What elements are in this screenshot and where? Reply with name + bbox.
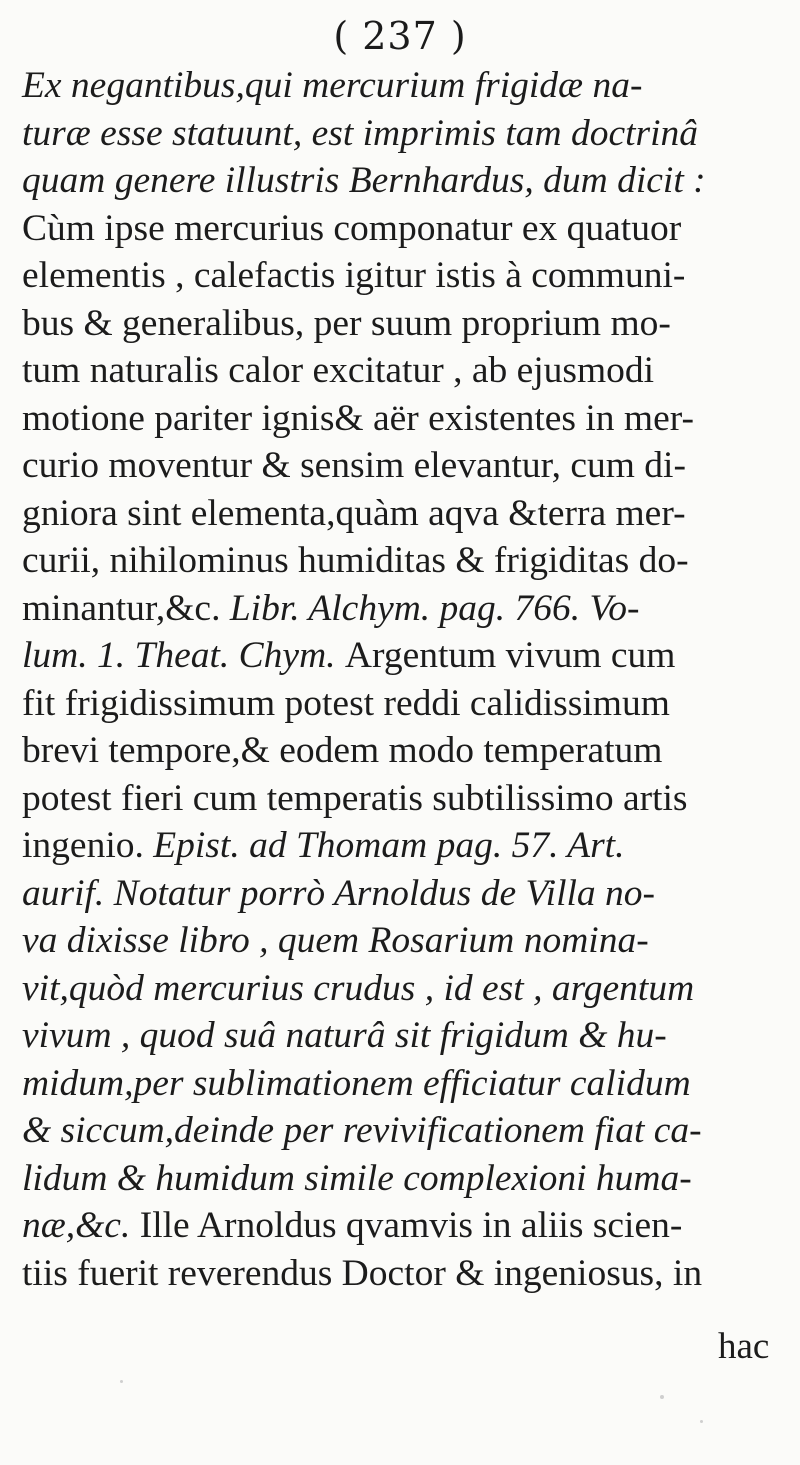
italic-text: aurif. Notatur porrò Arnoldus de Villa no-	[22, 872, 656, 914]
text-line	[22, 775, 792, 823]
text-line	[22, 442, 792, 490]
text-line	[22, 1250, 792, 1298]
italic-text: vivum , quod suâ naturâ sit frigidum & hu-	[22, 1015, 667, 1056]
roman-text: Ille Arnoldus qvamvis in aliis scien-	[139, 1205, 683, 1246]
text-line	[22, 680, 792, 728]
text-line	[22, 870, 792, 918]
text-line	[22, 1012, 792, 1060]
italic-text: Epist. ad Thomam pag. 57. Art.	[153, 825, 625, 866]
italic-text: lum. 1. Theat. Chym.	[22, 635, 345, 676]
italic-text: vit,quòd mercurius crudus , id est , argentum	[22, 967, 695, 1009]
text-line	[22, 1060, 792, 1108]
paper-speck	[120, 1380, 123, 1383]
text-line	[22, 252, 792, 300]
text-line	[22, 585, 792, 633]
roman-text: Cùm ipse mercurius componatur ex quatuor	[22, 207, 682, 249]
text-line	[22, 727, 792, 775]
italic-text: Libr. Alchym. pag. 766. Vo-	[229, 587, 640, 629]
text-line	[22, 1202, 792, 1250]
roman-text: gniora sint elementa,quàm aqva &terra mer-	[22, 492, 686, 534]
roman-text: curio moventur & sensim elevantur, cum di-	[22, 445, 686, 486]
text-line	[22, 205, 792, 253]
roman-text: motione pariter ignis& aër existentes in mer-	[22, 397, 694, 439]
text-line	[22, 490, 792, 538]
text-line	[22, 157, 792, 205]
italic-text: quam genere illustris Bernhardus, dum dicit :	[22, 160, 706, 201]
text-line	[22, 1155, 792, 1203]
text-line	[22, 300, 792, 348]
italic-text: lidum & humidum simile complexioni huma-	[22, 1157, 692, 1199]
paper-speck	[660, 1395, 664, 1399]
italic-text: midum,per sublimationem efficiatur calidum	[22, 1062, 691, 1104]
italic-text: & siccum,deinde per revivificationem fiat ca-	[22, 1110, 702, 1151]
roman-text: curii, nihilominus humiditas & frigiditas do-	[22, 540, 689, 581]
roman-text: tiis fuerit reverendus Doctor & ingeniosus, in	[22, 1252, 703, 1294]
text-line	[22, 537, 792, 585]
paper-speck	[700, 1420, 703, 1423]
roman-text: bus & generalibus, per suum proprium mo-	[22, 302, 671, 344]
roman-text: elementis , calefactis igitur istis à communi-	[22, 255, 686, 296]
roman-text: fit frigidissimum potest reddi calidissimum	[22, 682, 670, 724]
text-line	[22, 347, 792, 395]
italic-text: turæ esse statuunt, est imprimis tam doctrinâ	[22, 112, 699, 154]
text-line	[22, 917, 792, 965]
roman-text: potest fieri cum temperatis subtilissimo artis	[22, 777, 688, 819]
text-line	[22, 965, 792, 1013]
roman-text: brevi tempore,& eodem modo temperatum	[22, 730, 663, 771]
roman-text: ingenio.	[22, 825, 154, 866]
catchword: hac	[718, 1326, 770, 1367]
italic-text: Ex negantibus,qui mercurium frigidæ na-	[22, 65, 643, 106]
text-line	[22, 110, 792, 158]
roman-text: minantur,&c.	[22, 587, 230, 629]
body-text	[22, 62, 792, 1297]
italic-text: va dixisse libro , quem Rosarium nomina-	[22, 920, 649, 961]
text-line	[22, 1107, 792, 1155]
text-line	[22, 395, 792, 443]
italic-text: næ,&c.	[22, 1205, 140, 1246]
page-number: ( 237 )	[333, 14, 467, 58]
text-line	[22, 822, 792, 870]
roman-text: tum naturalis calor excitatur , ab ejusmodi	[22, 350, 655, 391]
text-line	[22, 62, 792, 110]
text-line	[22, 632, 792, 680]
roman-text: Argentum vivum cum	[344, 635, 676, 676]
